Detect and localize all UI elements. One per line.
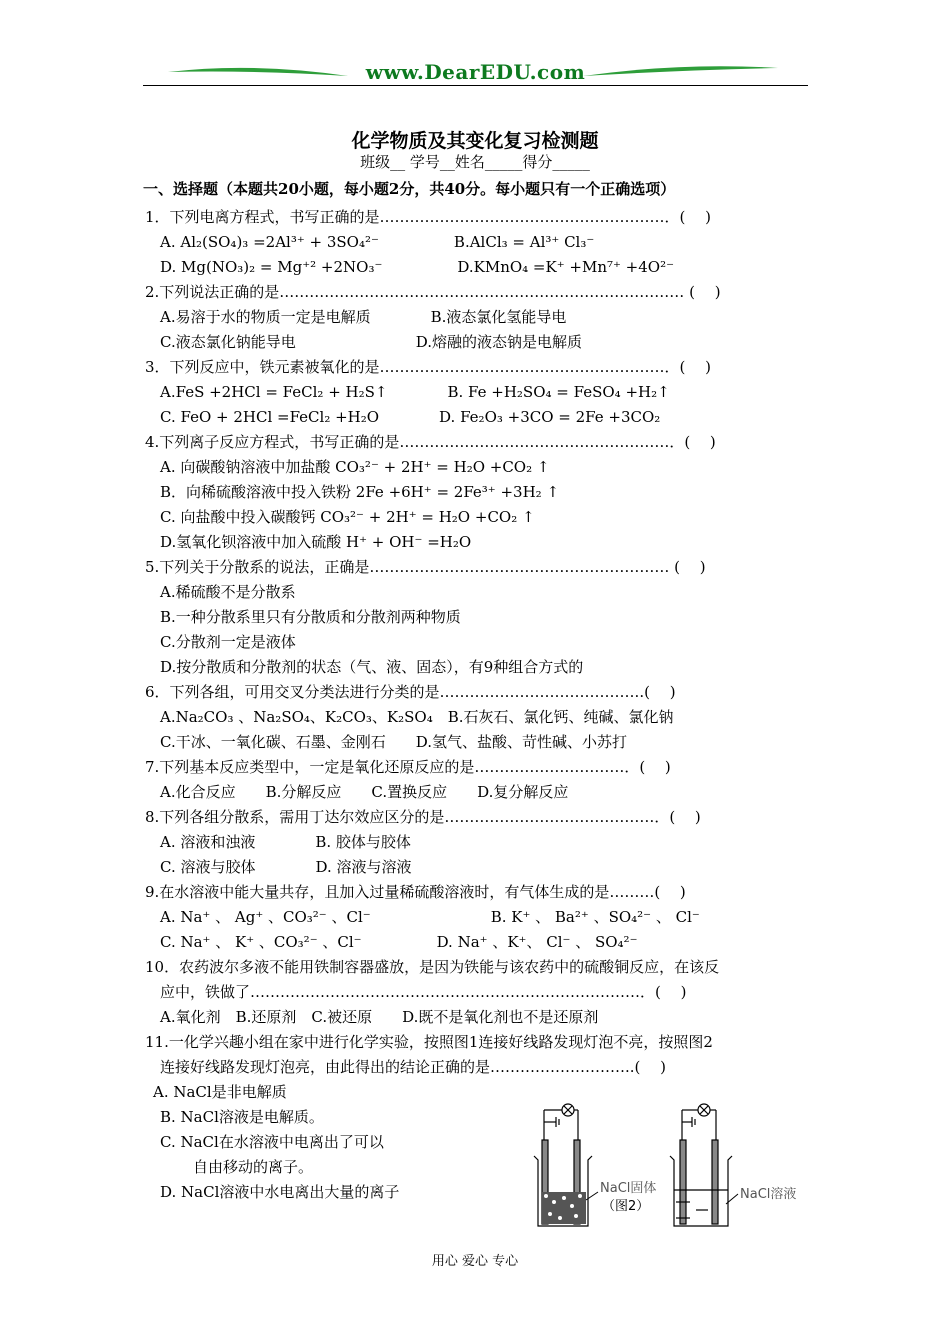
option-line: C. 溶液与胶体 D. 溶液与溶液	[160, 858, 412, 876]
nacl-solution-label: NaCl溶液	[740, 1187, 797, 1202]
question-10-cont: 应中，铁做了……………………………………………………………………．( )	[160, 983, 687, 1001]
option-line: A.氧化剂 B.还原剂 C.被还原 D.既不是氧化剂也不是还原剂	[160, 1008, 599, 1026]
page-header	[143, 58, 808, 90]
question-9: 9.在水溶液中能大量共存，且加入过量稀硫酸溶液时，有气体生成的是………( )	[145, 883, 686, 901]
option-line: A. Al₂(SO₄)₃ =2Al³⁺ + 3SO₄²⁻ B.AlCl₃ = Al³⁺ Cl₃⁻	[160, 233, 595, 251]
option-line: D. NaCl溶液中水电离出大量的离子	[160, 1183, 400, 1201]
nacl-solid-icon	[542, 1192, 586, 1224]
option-line: A. 溶液和浊液 B. 胶体与胶体	[160, 833, 411, 851]
question-11-cont: 连接好线路发现灯泡亮，由此得出的结论正确的是………………………..( )	[160, 1058, 667, 1076]
header-rule	[143, 85, 808, 86]
option-line: A.化合反应 B.分解反应 C.置换反应 D.复分解反应	[160, 783, 569, 801]
option-line: A. 向碳酸钠溶液中加盐酸 CO₃²⁻ + 2H⁺ = H₂O +CO₂ ↑	[160, 458, 550, 476]
question-3: 3．下列反应中，铁元素被氧化的是…………………………………………………．( )	[145, 358, 712, 376]
option-line: C. Na⁺ 、 K⁺ 、CO₃²⁻ 、Cl⁻ D. Na⁺ 、K⁺、 Cl⁻ 、 SO₄²⁻	[160, 933, 638, 951]
question-4: 4.下列离子反应方程式，书写正确的是………………………………………………．( )	[145, 433, 716, 451]
question-7: 7.下列基本反应类型中，一定是氧化还原反应的是…………………………．( )	[145, 758, 671, 776]
option-line: A.易溶于水的物质一定是电解质 B.液态氯化氢能导电	[160, 308, 567, 326]
option-line: C. FeO + 2HCl =FeCl₂ +H₂O D. Fe₂O₃ +3CO = 2Fe +3CO₂	[160, 408, 661, 426]
option-line: D.按分散质和分散剂的状态（气、液、固态），有9种组合方式的	[160, 658, 584, 676]
question-1: 1．下列电离方程式，书写正确的是…………………………………………………．( )	[145, 208, 712, 226]
question-2: 2.下列说法正确的是……………………………………………………………………… ( )	[145, 283, 721, 301]
question-8: 8.下列各组分散系，需用丁达尔效应区分的是……………………………………．( )	[145, 808, 701, 826]
question-5: 5.下列关于分散系的说法，正确是…………………………………………………… ( )	[145, 558, 706, 576]
section-heading: 一、选择题（本题共20小题，每小题2分，共40分。每小题只有一个正确选项）	[143, 180, 676, 198]
option-line: A.稀硫酸不是分散系	[160, 583, 296, 601]
circuit-figure	[530, 1100, 810, 1240]
question-6: 6．下列各组，可用交叉分类法进行分类的是…………………………………..( )	[145, 683, 676, 701]
option-line: A. NaCl是非电解质	[153, 1083, 287, 1101]
option-line: C. 向盐酸中投入碳酸钙 CO₃²⁻ + 2H⁺ = H₂O +CO₂ ↑	[160, 508, 535, 526]
option-line: D.氢氧化钡溶液中加入硫酸 H⁺ + OH⁻ =H₂O	[160, 533, 472, 551]
question-10: 10．农药波尔多液不能用铁制容器盛放，是因为铁能与该农药中的硫酸铜反应，在该反	[145, 958, 720, 976]
option-line: A. Na⁺ 、 Ag⁺ 、CO₃²⁻ 、Cl⁻ B. K⁺ 、 Ba²⁺ 、SO₄²⁻ 、 Cl⁻	[160, 908, 700, 926]
site-url: www.DearEDU.com	[365, 60, 586, 84]
option-line: 自由移动的离子。	[193, 1158, 314, 1176]
option-line: D. Mg(NO₃)₂ = Mg⁺² +2NO₃⁻ D.KMnO₄ =K⁺ +Mn⁷⁺ +4O²⁻	[160, 258, 675, 276]
nacl-solid-label: NaCl固体	[600, 1181, 657, 1196]
option-line: C.干冰、一氧化碳、石墨、金刚石 D.氢气、盐酸、苛性碱、小苏打	[160, 733, 627, 751]
option-line: A.FeS +2HCl = FeCl₂ + H₂S↑ B. Fe +H₂SO₄ = FeSO₄ +H₂↑	[160, 383, 670, 401]
page-title: 化学物质及其变化复习检测题	[351, 130, 599, 152]
question-11: 11.一化学兴趣小组在家中进行化学实验，按照图1连接好线路发现灯泡不亮，按照图2	[145, 1033, 713, 1051]
option-line: C.液态氯化钠能导电 D.熔融的液态钠是电解质	[160, 333, 582, 351]
figure-2-label: （图2）	[602, 1199, 650, 1214]
beaker-2-icon	[670, 1104, 732, 1226]
option-line: C.分散剂一定是液体	[160, 633, 296, 651]
option-line: B.一种分散系里只有分散质和分散剂两种物质	[160, 608, 461, 626]
option-line: B．向稀硫酸溶液中投入铁粉 2Fe +6H⁺ = 2Fe³⁺ +3H₂ ↑	[160, 483, 560, 501]
student-info: 班级__ 学号__姓名_____得分_____	[360, 153, 590, 171]
option-line: B. NaCl溶液是电解质。	[160, 1108, 324, 1126]
option-line: C. NaCl在水溶液中电离出了可以	[160, 1133, 384, 1151]
option-line: A.Na₂CO₃ 、Na₂SO₄、K₂CO₃、K₂SO₄ B.石灰石、氯化钙、纯碱、氯化钠	[160, 708, 674, 726]
page-footer: 用心 爱心 专心	[431, 1254, 519, 1269]
